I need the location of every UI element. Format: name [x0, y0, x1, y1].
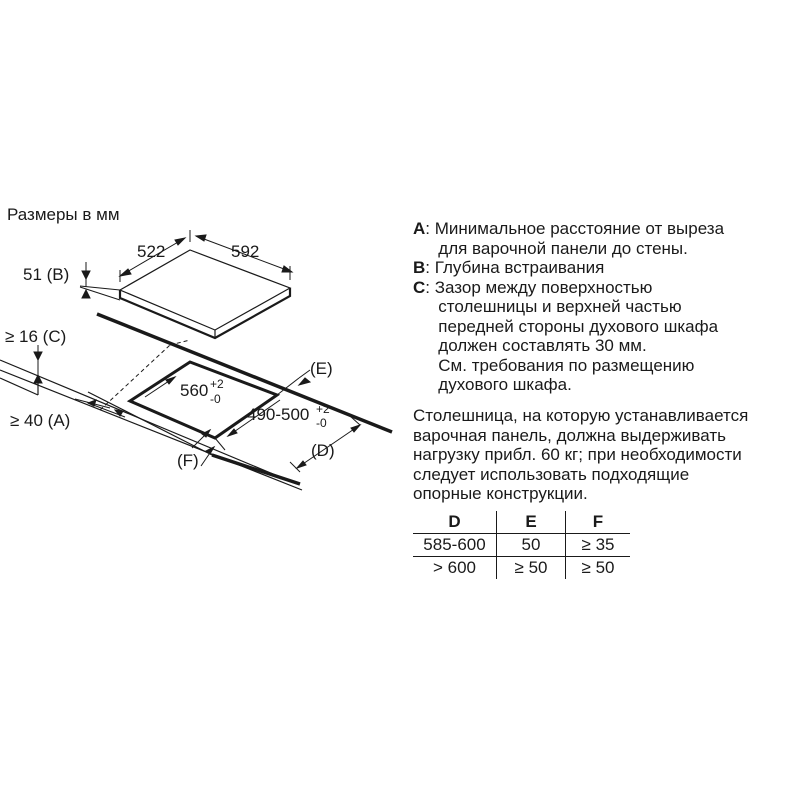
table-header-f: F [566, 511, 631, 534]
wall-projection [100, 340, 190, 410]
note-line-3: нагрузку прибл. 60 кг; при необходимости [413, 445, 742, 464]
table-header-e: E [497, 511, 566, 534]
legend-item-c [413, 278, 793, 395]
legend-c-line-5: См. требования по размещению [438, 355, 695, 375]
dimensions-title: Размеры в мм [7, 205, 120, 224]
table-row [413, 534, 630, 557]
cutout-depth-label: 490-500 [247, 405, 310, 424]
legend-c-line-2: столешницы и верхней частью [438, 297, 682, 316]
table-cell: ≥ 35 [566, 534, 631, 557]
depth-b-dimension [80, 262, 120, 300]
hob-outline [120, 250, 290, 338]
d-label: (D) [311, 441, 335, 460]
cutout-width-label: 560 [180, 381, 209, 400]
legend-item-b [413, 258, 793, 278]
cutout-width-tol-plus: +2 [210, 377, 224, 391]
legend-c-line-3: передней стороны духового шкафа [438, 316, 719, 336]
f-label: (F) [177, 451, 199, 470]
legend-c-line-1: : Зазор между поверхностью [425, 277, 653, 297]
legend-c-line-4: должен составлять 30 мм. [438, 336, 647, 355]
clearance-table [413, 511, 630, 579]
table-cell: ≥ 50 [497, 557, 566, 580]
cutout-width-tol-minus: -0 [210, 392, 221, 406]
cutout-outline [130, 362, 277, 438]
table-cell: > 600 [413, 557, 497, 580]
hob-depth-value: 522 [137, 242, 166, 261]
legend-c-line-6: духового шкафа. [438, 375, 572, 394]
load-note [413, 406, 748, 504]
legend-a-line-2: для варочной панели до стены. [438, 238, 688, 258]
note-line-1: Столешница, на которую устанавливается [413, 406, 749, 425]
note-line-4: следует использовать подходящие [413, 464, 690, 484]
cutout-depth-tol-plus: +2 [316, 402, 330, 416]
table-row [413, 557, 630, 580]
note-line-5: опорные конструкции. [413, 484, 588, 503]
depth-b-label: 51 (B) [23, 265, 70, 284]
note-line-2: варочная панель, должна выдерживать [413, 425, 726, 445]
c-dimension [34, 345, 42, 390]
legend-key-a: A [413, 219, 426, 238]
cutout-depth-tol-minus: -0 [316, 416, 327, 430]
a-label: ≥ 40 (A) [10, 411, 71, 430]
c-label: ≥ 16 (C) [5, 327, 67, 346]
legend-key-b: B [413, 258, 426, 277]
legend-key-c: C [413, 277, 426, 297]
table-cell: 50 [497, 534, 566, 557]
legend [413, 219, 793, 395]
table-cell: 585-600 [413, 534, 497, 557]
e-label: (E) [310, 359, 333, 378]
legend-item-a [413, 219, 793, 258]
legend-a-line-1: : Минимальное расстояние от выреза [425, 219, 725, 238]
table-cell: ≥ 50 [581, 558, 615, 577]
legend-b-line-1: : Глубина встраивания [425, 258, 605, 277]
hob-width-value: 592 [231, 242, 260, 261]
table-header-row [413, 511, 630, 534]
table-header-d: D [413, 511, 497, 534]
